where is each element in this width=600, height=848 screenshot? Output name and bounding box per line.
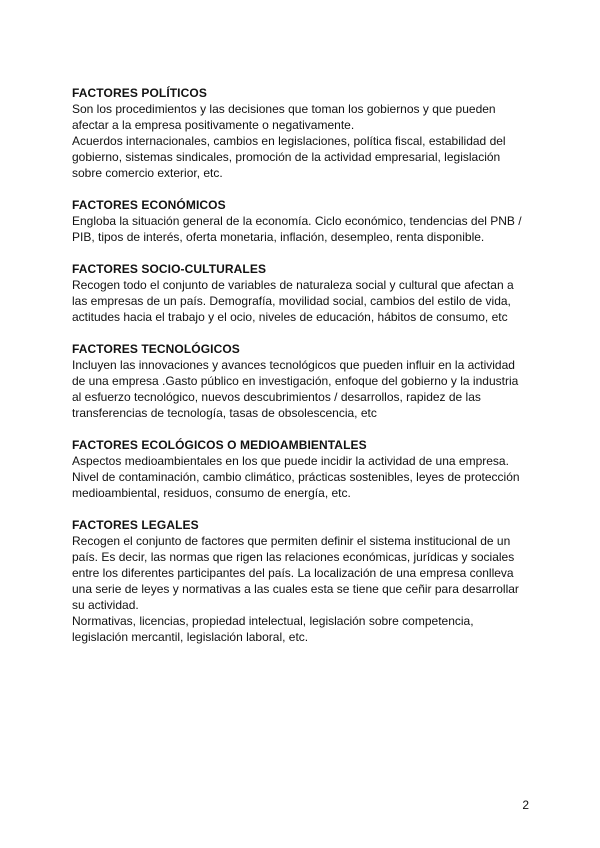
text-line: Son los procedimientos y las decisiones que toman los gobiernos y que pueden (72, 102, 496, 116)
text-line: Acuerdos internacionales, cambios en legislaciones, política fiscal, estabilidad del (72, 134, 506, 148)
section-political (72, 85, 542, 181)
text-line: Aspectos medioambientales en los que puede incidir la actividad de una empresa. (72, 454, 509, 468)
section-heading: FACTORES LEGALES (72, 518, 199, 532)
text-line: su actividad. (72, 598, 139, 612)
document-body (72, 85, 542, 661)
section-heading: FACTORES TECNOLÓGICOS (72, 342, 240, 356)
text-line: Nivel de contaminación, cambio climático, prácticas sostenibles, leyes de protección (72, 470, 520, 484)
section-heading: FACTORES POLÍTICOS (72, 86, 207, 100)
section-technological (72, 341, 542, 421)
text-line: PIB, tipos de interés, oferta monetaria, inflación, desempleo, renta disponible. (72, 230, 485, 244)
paragraph (72, 533, 542, 613)
text-line: de una empresa .Gasto público en investigación, enfoque del gobierno y la industria (72, 374, 519, 388)
text-line: Recogen el conjunto de factores que permiten definir el sistema institucional de un (72, 534, 511, 548)
text-line: al esfuerzo tecnológico, nuevos descubrimientos / desarrollos, rapidez de las (72, 390, 481, 404)
text-line: Incluyen las innovaciones y avances tecnológicos que pueden influir en la actividad (72, 358, 515, 372)
text-line: Normativas, licencias, propiedad intelectual, legislación sobre competencia, (72, 614, 474, 628)
section-economic (72, 197, 542, 245)
text-line: afectar a la empresa positivamente o negativamente. (72, 118, 355, 132)
section-heading: FACTORES ECONÓMICOS (72, 198, 226, 212)
text-line: gobierno, sistemas sindicales, promoción de la actividad empresarial, legislación (72, 150, 501, 164)
text-line: una serie de leyes y normativas a las cuales esta se tiene que ceñir para desarrollar (72, 582, 519, 596)
text-line: actitudes hacia el trabajo y el ocio, niveles de educación, hábitos de consumo, etc (72, 310, 508, 324)
text-line: sobre comercio exterior, etc. (72, 166, 223, 180)
paragraph (72, 277, 542, 325)
text-line: entre los diferentes participantes del país. La localización de una empresa conlleva (72, 566, 514, 580)
text-line: Recogen todo el conjunto de variables de naturaleza social y cultural que afectan a (72, 278, 514, 292)
text-line: medioambiental, residuos, consumo de energía, etc. (72, 486, 351, 500)
paragraph (72, 133, 542, 181)
section-socio-cultural (72, 261, 542, 325)
paragraph (72, 101, 542, 133)
section-ecological (72, 437, 542, 501)
section-heading: FACTORES ECOLÓGICOS O MEDIOAMBIENTALES (72, 438, 367, 452)
text-line: Engloba la situación general de la economía. Ciclo económico, tendencias del PNB / (72, 214, 522, 228)
paragraph (72, 453, 542, 501)
text-line: transferencias de tecnología, tasas de obsolescencia, etc (72, 406, 377, 420)
text-line: las empresas de un país. Demografía, movilidad social, cambios del estilo de vida, (72, 294, 511, 308)
text-line: país. Es decir, las normas que rigen las relaciones económicas, jurídicas y sociales (72, 550, 515, 564)
paragraph (72, 213, 542, 245)
paragraph (72, 357, 542, 421)
text-line: legislación mercantil, legislación laboral, etc. (72, 630, 309, 644)
page-number: 2 (522, 798, 529, 812)
section-heading: FACTORES SOCIO-CULTURALES (72, 262, 267, 276)
paragraph (72, 613, 542, 645)
section-legal (72, 517, 542, 645)
